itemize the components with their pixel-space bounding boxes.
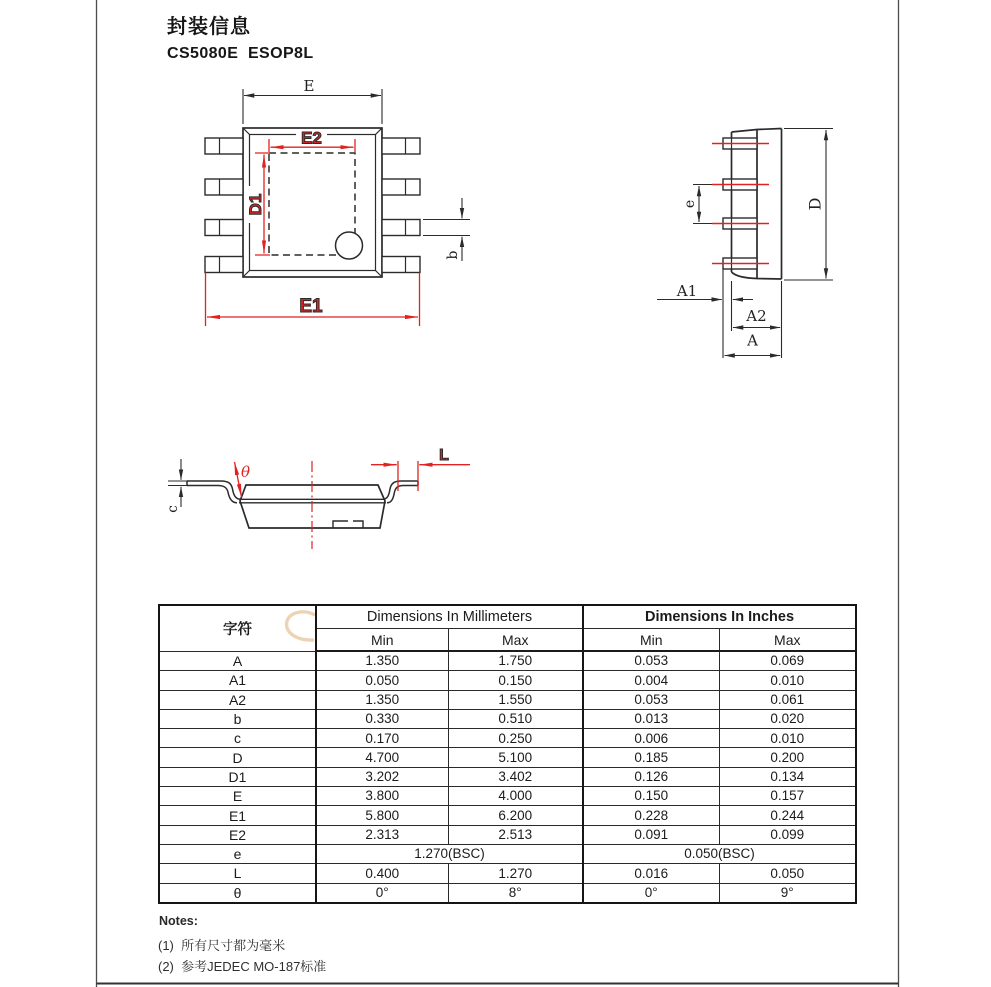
column-header-inches: Dimensions In Inches: [583, 605, 856, 629]
cell-in-min: 0°: [583, 883, 719, 903]
dim-label-E: E: [303, 77, 315, 95]
cell-mm-min: 0.050: [316, 671, 448, 690]
cell-mm-max: 4.000: [448, 787, 583, 806]
cell-symbol: D1: [159, 767, 316, 786]
table-row: [159, 729, 856, 748]
cell-in-max: 0.200: [719, 748, 856, 767]
cell-symbol: E: [159, 787, 316, 806]
cell-mm-min: 3.202: [316, 767, 448, 786]
cell-in-max: 0.010: [719, 729, 856, 748]
cell-mm-min: 1.350: [316, 690, 448, 709]
dim-label-A: A: [747, 331, 758, 350]
cell-mm-min: 0.400: [316, 864, 448, 883]
dim-label-A1: A1: [676, 282, 698, 300]
table-row: [159, 787, 856, 806]
dim-label-c: c: [165, 505, 181, 513]
cell-mm-max: 1.750: [448, 651, 583, 671]
cell-in-min: 0.228: [583, 806, 719, 825]
cell-mm-max: 1.270: [448, 864, 583, 883]
cell-mm-min: 1.350: [316, 651, 448, 671]
table-row: [159, 709, 856, 728]
dim-label-D1: D1: [246, 193, 265, 216]
cell-in-max: 9°: [719, 883, 856, 903]
cell-symbol: c: [159, 729, 316, 748]
cell-mm-min: 0.330: [316, 709, 448, 728]
cell-mm-min: 2.313: [316, 825, 448, 844]
cell-symbol: θ: [159, 883, 316, 903]
package-profile-view: [165, 447, 470, 549]
cell-mm-min: 0.170: [316, 729, 448, 748]
cell-in-max: 0.157: [719, 787, 856, 806]
cell-symbol: A2: [159, 690, 316, 709]
cell-mm-max: 3.402: [448, 767, 583, 786]
cell-mm-min: 0°: [316, 883, 448, 903]
cell-mm-min: 3.800: [316, 787, 448, 806]
cell-in-min: 0.016: [583, 864, 719, 883]
dim-label-b: b: [445, 250, 461, 260]
table-row: [159, 864, 856, 883]
cell-in-max: 0.050: [719, 864, 856, 883]
cell-in-min: 0.053: [583, 690, 719, 709]
cell-in-max: 0.061: [719, 690, 856, 709]
cell-in-min: 0.013: [583, 709, 719, 728]
cell-symbol: D: [159, 748, 316, 767]
cell-symbol: A1: [159, 671, 316, 690]
cell-mm-max: 1.550: [448, 690, 583, 709]
note-item: (1) 所有尺寸都为毫米: [158, 938, 286, 953]
cell-symbol: L: [159, 864, 316, 883]
cell-in-min: 0.004: [583, 671, 719, 690]
cell-mm-min: 5.800: [316, 806, 448, 825]
page-title: 封装信息: [167, 16, 251, 38]
cell-in-bsc: 0.050(BSC): [583, 844, 856, 863]
cell-mm-max: 0.150: [448, 671, 583, 690]
note-item: (2) 参考JEDEC MO-187标准: [158, 959, 327, 974]
cell-mm-max: 2.513: [448, 825, 583, 844]
column-header-in-min: Min: [583, 629, 719, 652]
dim-label-D: D: [805, 197, 825, 211]
dim-label-A2: A2: [746, 307, 767, 325]
cell-mm-max: 8°: [448, 883, 583, 903]
notes-heading: Notes:: [159, 914, 198, 928]
cell-in-min: 0.091: [583, 825, 719, 844]
cell-mm-max: 0.250: [448, 729, 583, 748]
column-header-mm-min: Min: [316, 629, 448, 652]
table-row: [159, 748, 856, 767]
cell-mm-max: 5.100: [448, 748, 583, 767]
table-row: [159, 767, 856, 786]
cell-in-min: 0.006: [583, 729, 719, 748]
column-header-mm-max: Max: [448, 629, 583, 652]
cell-mm-max: 0.510: [448, 709, 583, 728]
cell-in-max: 0.244: [719, 806, 856, 825]
cell-symbol: A: [159, 651, 316, 671]
dim-label-E1: E1: [299, 296, 323, 317]
dimensions-table: [158, 604, 857, 904]
column-header-symbol: 字符: [159, 605, 316, 651]
cell-in-min: 0.126: [583, 767, 719, 786]
dim-label-theta: θ: [241, 463, 251, 481]
table-header-row: [159, 605, 856, 629]
cell-in-max: 0.010: [719, 671, 856, 690]
table-row: [159, 806, 856, 825]
dim-label-L: L: [439, 447, 449, 464]
cell-symbol: b: [159, 709, 316, 728]
cell-in-min: 0.185: [583, 748, 719, 767]
cell-mm-max: 6.200: [448, 806, 583, 825]
cell-in-max: 0.020: [719, 709, 856, 728]
dim-label-e: e: [682, 199, 698, 209]
cell-in-max: 0.134: [719, 767, 856, 786]
table-row: [159, 651, 856, 671]
cell-in-max: 0.099: [719, 825, 856, 844]
cell-in-min: 0.053: [583, 651, 719, 671]
table-row: [159, 671, 856, 690]
cell-mm-bsc: 1.270(BSC): [316, 844, 583, 863]
cell-mm-min: 4.700: [316, 748, 448, 767]
cell-in-max: 0.069: [719, 651, 856, 671]
table-row: [159, 690, 856, 709]
table-row: [159, 825, 856, 844]
package-side-view: [657, 129, 833, 359]
dim-label-E2: E2: [301, 128, 322, 148]
package-top-view: [205, 77, 470, 326]
column-header-mm: Dimensions In Millimeters: [316, 605, 583, 629]
table-row-e-bsc: [159, 844, 856, 863]
cell-symbol: E1: [159, 806, 316, 825]
column-header-in-max: Max: [719, 629, 856, 652]
cell-symbol: E2: [159, 825, 316, 844]
table-row: [159, 883, 856, 903]
cell-symbol: e: [159, 844, 316, 863]
package-name: CS5080E ESOP8L: [167, 45, 314, 62]
cell-in-min: 0.150: [583, 787, 719, 806]
